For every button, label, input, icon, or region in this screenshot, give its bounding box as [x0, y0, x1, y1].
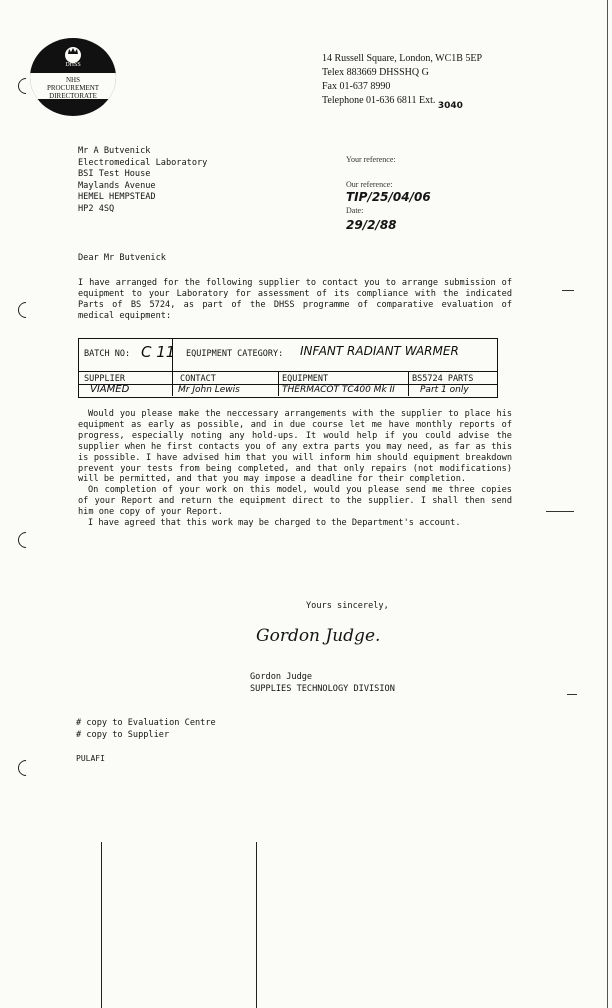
col-equipment: EQUIPMENT	[282, 374, 329, 384]
punch-hole-2	[15, 299, 38, 322]
footer-reference: PULAFI	[76, 754, 105, 763]
our-reference-label: Our reference:	[346, 180, 393, 189]
date-value: 29/2/88	[346, 218, 397, 232]
nhs-procurement-logo	[30, 38, 116, 116]
salutation: Dear Mr Butvenick	[78, 253, 166, 263]
telephone-extension: 3040	[437, 101, 463, 111]
telephone-number: Telephone 01-636 6811 Ext.	[322, 95, 436, 106]
paragraph-2: On completion of your work on this model, would you please send me three copies of your Report and return the equipment direct to the supplier. I shall then send him one copy of your Report.	[78, 485, 512, 518]
logo-line-3: DIRECTORATE	[49, 92, 97, 100]
punch-hole-4	[15, 757, 38, 780]
margin-mark-3	[567, 694, 577, 695]
copy-supplier: # copy to Supplier	[76, 730, 170, 740]
equipment-value: THERMACOT TC400 Mk II	[282, 385, 395, 395]
recipient-line-5: HEMEL HEMPSTEAD	[78, 192, 156, 203]
contact-value: Mr John Lewis	[178, 385, 240, 395]
body-paragraphs	[78, 409, 512, 529]
signatory-division: SUPPLIES TECHNOLOGY DIVISION	[250, 684, 395, 694]
paragraph-3: I have agreed that this work may be charged to the Department's account.	[88, 518, 461, 529]
recipient-line-6: HP2 4SQ	[78, 203, 115, 214]
batch-label: BATCH NO:	[84, 349, 131, 359]
valediction: Yours sincerely,	[306, 601, 389, 611]
category-value: INFANT RADIANT WARMER	[300, 344, 459, 358]
date-label: Date:	[346, 206, 364, 215]
address-fax: Fax 01-637 8990	[322, 81, 391, 92]
col-supplier: SUPPLIER	[84, 374, 125, 384]
table-divider	[78, 371, 498, 372]
address-telex: Telex 883669 DHSSHQ G	[322, 67, 429, 78]
margin-mark-2	[546, 511, 574, 512]
intro-text: I have arranged for the following supplier to contact you to arrange submission of equipment to your Laboratory for assessment of its compliance with the indicated Parts of BS 5724, as part of the DHSS programme of comparative evaluation of medical equipment:	[78, 278, 512, 321]
logo-line-1: NHS	[65, 76, 80, 84]
address-telephone	[322, 94, 463, 111]
signature: Gordon Judge.	[256, 626, 381, 646]
margin-mark-1	[562, 290, 574, 291]
logo-line-2: PROCUREMENT	[46, 84, 100, 92]
recipient-line-3: BSI Test House	[78, 169, 151, 180]
category-label: EQUIPMENT CATEGORY:	[186, 349, 284, 359]
our-reference-value: TIP/25/04/06	[346, 190, 431, 204]
paragraph-1: Would you please make the neccessary arrangements with the supplier to place his equipment as early as possible, and in due course let me have monthly reports of progress, especially noting any hold-ups. It would help if you could advise the supplier when he first contacts you of any extra parts you may need, as far as this is possible. I have advised him that you will inform him should equipment breakdown prevent your tests from being completed, and that only repairs (not modifications) will be permitted, and that you may impose a deadline for their completion.	[78, 409, 512, 485]
recipient-line-2: Electromedical Laboratory	[78, 157, 208, 168]
col-parts: BS5724 PARTS	[412, 374, 474, 384]
scan-line-middle	[256, 842, 257, 1008]
col-contact: CONTACT	[180, 374, 216, 384]
scan-line-left	[101, 842, 102, 1008]
punch-hole-3	[15, 529, 38, 552]
recipient-line-4: Maylands Avenue	[78, 180, 156, 191]
batch-value: C 11	[141, 343, 176, 361]
intro-paragraph	[78, 278, 512, 322]
scan-edge-right	[607, 0, 608, 1008]
recipient-name: Mr A Butvenick	[78, 146, 151, 156]
signatory-name: Gordon Judge	[250, 672, 313, 682]
supplier-value: VIAMED	[90, 384, 130, 395]
your-reference-label: Your reference:	[346, 155, 396, 164]
copy-evaluation-centre: # copy to Evaluation Centre	[76, 718, 216, 728]
recipient-address	[78, 146, 207, 216]
address-street: 14 Russell Square, London, WC1B 5EP	[322, 53, 483, 64]
logo-emblem-text: DHSS	[65, 62, 81, 68]
parts-value: Part 1 only	[420, 385, 469, 395]
